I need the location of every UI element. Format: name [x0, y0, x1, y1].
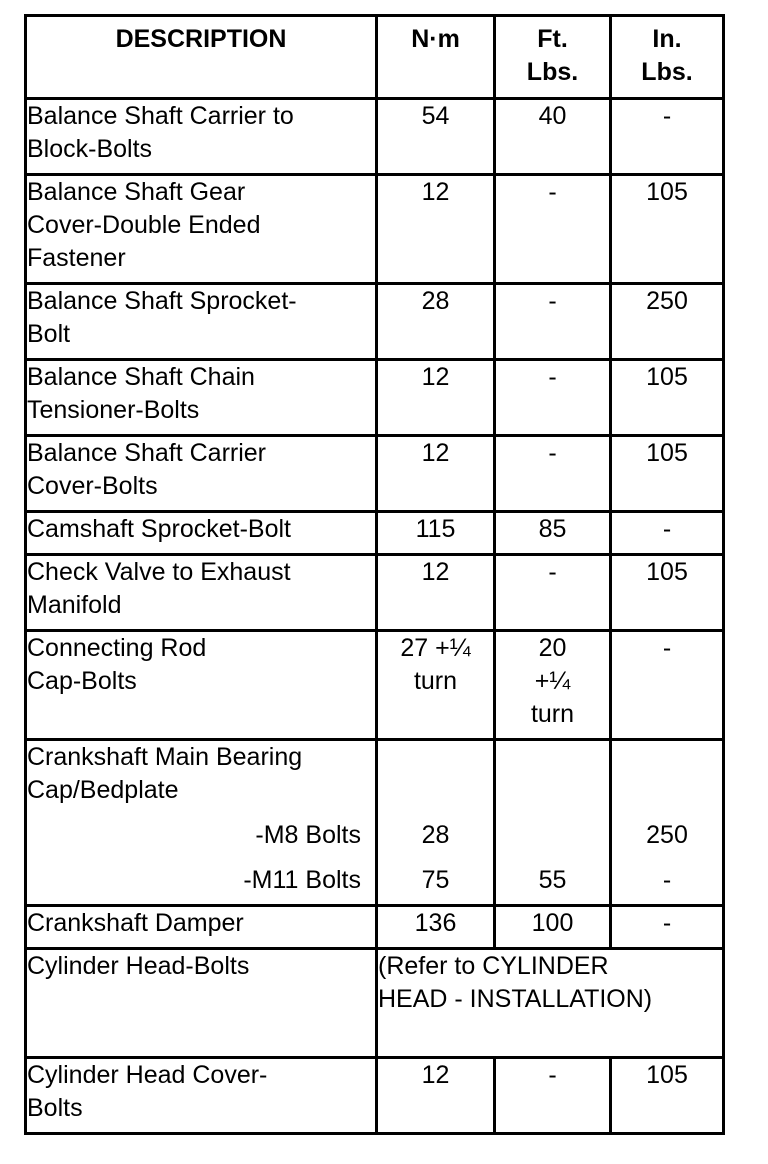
- nm-m8: 28: [421, 821, 450, 849]
- description-cell: [26, 906, 377, 949]
- table-row: [26, 906, 724, 949]
- ft-lbs-cell: -: [495, 360, 611, 436]
- sub-item-m8: -M8 Bolts: [255, 821, 361, 849]
- description-line: Balance Shaft Carrier: [27, 439, 267, 467]
- header-description: DESCRIPTION: [26, 16, 377, 99]
- header-in-line1: In.: [652, 25, 682, 53]
- ft-lbs-cell: 100: [495, 906, 611, 949]
- description-cell: [26, 284, 377, 360]
- header-in-line2: Lbs.: [641, 58, 693, 86]
- table-row: [26, 949, 724, 1058]
- in-lbs-cell: 105: [611, 1058, 724, 1134]
- ft-lbs-cell: 40: [495, 99, 611, 175]
- description-line: Cover-Double Ended: [27, 211, 261, 239]
- description-line: Connecting Rod: [27, 634, 207, 662]
- ft-lbs-cell: 85: [495, 512, 611, 555]
- description-line: Bolts: [27, 1094, 83, 1122]
- table-row: [26, 360, 724, 436]
- in-lbs-cell: [611, 740, 724, 906]
- ft-lbs-cell: -: [495, 175, 611, 284]
- description-cell: [26, 175, 377, 284]
- nm-cell: 12: [377, 555, 495, 631]
- in-lbs-cell: 105: [611, 175, 724, 284]
- description-line: Bolt: [27, 320, 71, 348]
- torque-spec-table: [24, 14, 725, 1135]
- header-ft-line2: Lbs.: [526, 58, 579, 86]
- in-lbs-cell: 105: [611, 555, 724, 631]
- ft-lbs-m8: [496, 819, 609, 852]
- description-cell: [26, 740, 377, 906]
- ft-lbs-cell: -: [495, 555, 611, 631]
- description-cell: [26, 512, 377, 555]
- description-cell: [26, 949, 377, 1058]
- in-lbs-cell: -: [611, 631, 724, 740]
- in-lbs-m11: -: [662, 866, 672, 894]
- ft-lbs-line: 20: [538, 634, 567, 662]
- nm-cell: 12: [377, 436, 495, 512]
- nm-m11: 75: [421, 866, 450, 894]
- description-line: Manifold: [27, 591, 122, 619]
- nm-cell: 12: [377, 1058, 495, 1134]
- description-line: Crankshaft Main Bearing: [27, 743, 303, 771]
- table-row: [26, 512, 724, 555]
- in-lbs-cell: 250: [611, 284, 724, 360]
- sub-item-m11: -M11 Bolts: [243, 866, 361, 894]
- in-lbs-cell: 105: [611, 436, 724, 512]
- nm-cell: [377, 631, 495, 740]
- ft-lbs-cell: -: [495, 284, 611, 360]
- header-ft-lbs: [495, 16, 611, 99]
- nm-cell: 12: [377, 360, 495, 436]
- description-line: Balance Shaft Chain: [27, 363, 255, 391]
- in-lbs-cell: 105: [611, 360, 724, 436]
- description-cell: [26, 360, 377, 436]
- ft-lbs-cell: -: [495, 436, 611, 512]
- description-line: Cylinder Head-Bolts: [27, 952, 250, 980]
- header-nm: N·m: [377, 16, 495, 99]
- description-line: Fastener: [27, 244, 126, 272]
- nm-cell: 136: [377, 906, 495, 949]
- ft-lbs-cell: [495, 740, 611, 906]
- reference-note: [377, 949, 724, 1058]
- description-line: Balance Shaft Carrier to: [27, 102, 294, 130]
- table-row: [26, 284, 724, 360]
- description-line: Block-Bolts: [27, 135, 153, 163]
- table-row: [26, 436, 724, 512]
- description-line: Crankshaft Damper: [27, 909, 244, 937]
- reference-line: HEAD - INSTALLATION): [378, 985, 653, 1013]
- table-row: [26, 99, 724, 175]
- table-row: [26, 1058, 724, 1134]
- description-line: Cap/Bedplate: [27, 776, 179, 804]
- header-in-lbs: [611, 16, 724, 99]
- description-cell: [26, 1058, 377, 1134]
- description-line: Cover-Bolts: [27, 472, 158, 500]
- nm-cell: 28: [377, 284, 495, 360]
- description-line: Cap-Bolts: [27, 667, 137, 695]
- in-lbs-cell: -: [611, 99, 724, 175]
- description-cell: [26, 631, 377, 740]
- nm-line: 27 +¼: [400, 634, 471, 662]
- ft-lbs-cell: -: [495, 1058, 611, 1134]
- in-lbs-cell: -: [611, 512, 724, 555]
- description-cell: [26, 99, 377, 175]
- reference-line: (Refer to CYLINDER: [378, 952, 609, 980]
- nm-cell: 54: [377, 99, 495, 175]
- description-line: Check Valve to Exhaust: [27, 558, 291, 586]
- table-header-row: [26, 16, 724, 99]
- table-row: [26, 175, 724, 284]
- table-row: [26, 740, 724, 906]
- nm-cell: 12: [377, 175, 495, 284]
- header-ft-line1: Ft.: [537, 25, 568, 53]
- ft-lbs-line: turn: [530, 700, 575, 728]
- description-line: Camshaft Sprocket-Bolt: [27, 515, 291, 543]
- in-lbs-cell: -: [611, 906, 724, 949]
- table-row: [26, 631, 724, 740]
- description-line: Balance Shaft Gear: [27, 178, 246, 206]
- ft-lbs-m11: 55: [538, 866, 567, 894]
- description-cell: [26, 436, 377, 512]
- nm-cell: [377, 740, 495, 906]
- description-line: Cylinder Head Cover-: [27, 1061, 268, 1089]
- ft-lbs-cell: [495, 631, 611, 740]
- nm-line: turn: [413, 667, 458, 695]
- description-cell: [26, 555, 377, 631]
- table-row: [26, 555, 724, 631]
- description-line: Balance Shaft Sprocket-: [27, 287, 297, 315]
- ft-lbs-line: +¼: [534, 667, 571, 695]
- description-line: Tensioner-Bolts: [27, 396, 200, 424]
- in-lbs-m8: 250: [646, 821, 688, 849]
- nm-cell: 115: [377, 512, 495, 555]
